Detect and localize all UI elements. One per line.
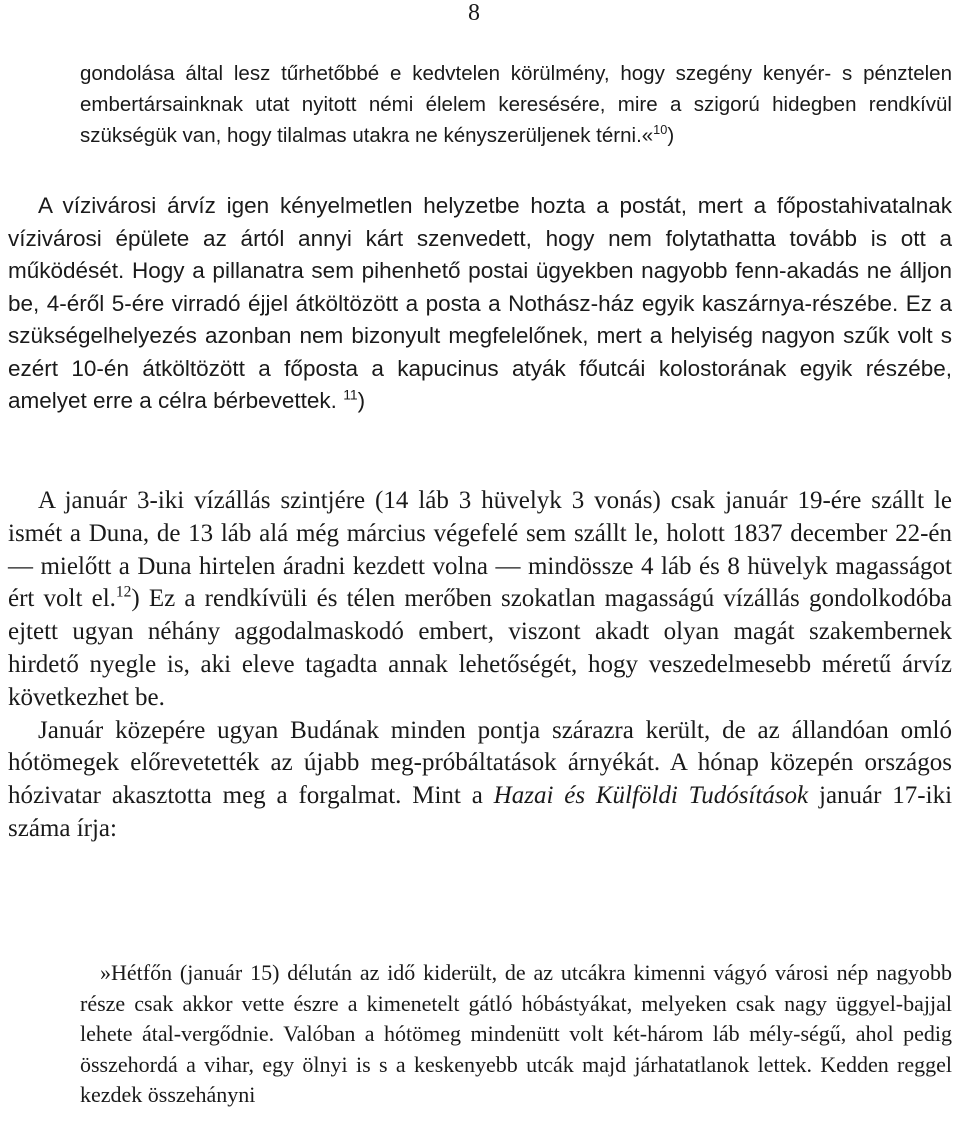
quote-text: gondolása által lesz tűrhetőbbé e kedvtelen körülmény, hogy szegény kenyér- s pénztelen embertársainknak utat nyitott némi élelem keresésére, mire a szigorú hidegben rendkívül szükségük van, hogy tilalmas utakra ne kényszerüljenek térni.«	[80, 62, 952, 147]
quote-block-top	[80, 58, 952, 151]
footnote-close: )	[357, 388, 366, 413]
paragraph-text: Január közepére ugyan Budának minden pontja szárazra került, de az állandóan omló hótömegek előrevetették az újabb meg-próbáltatások árnyékát. A hónap közepén országos hózivatar akasztotta meg a forgalmat. Mint a	[8, 716, 952, 810]
paragraph-text: január 17-iki száma írja:	[8, 782, 953, 842]
footnote-close: )	[667, 124, 675, 147]
footnote-ref: 10	[653, 122, 668, 138]
footnote-ref: 11	[343, 386, 358, 403]
body-section-serif	[8, 485, 952, 846]
paragraph-text: A január 3-iki vízállás szintjére (14 láb 3 hüvelyk 3 vonás) csak január 19-ére szállt le ismét a Duna, de 13 láb alá még március végefelé sem szállt le, holott 1837 december 22-én — mielőtt a Duna hirtelen áradni kezdett volna — mindössze 4 láb és 8 hüvelyk magasságot ért volt el.	[8, 487, 952, 613]
body-section-sans	[8, 190, 952, 418]
page-number: 8	[468, 0, 480, 26]
footnote-ref: 12	[115, 584, 132, 602]
publication-title: Hazai és Külföldi Tudósítások	[493, 782, 809, 810]
paragraph	[8, 190, 952, 418]
paragraph-text: ) Ez a rendkívüli és télen merőben szokatlan magasságú vízállás gondolkodóba ejtett ugyan néhány aggodalmaskodó embert, viszont akadt olyan magát szakembernek hirdető nyegle is, aki eleve tagadta annak lehetőségét, hogy veszedelmesebb méretű árvíz következhet be.	[8, 585, 952, 711]
paragraph-text: A vízivárosi árvíz igen kényelmetlen helyzetbe hozta a postát, mert a főpostahivatalnak vízivárosi épülete az ártól annyi kárt szenvedett, hogy nem folytathatta tovább is ott a működését. Hogy a pillanatra sem pihenhető postai ügyekben nagyobb fenn-akadás ne álljon be, 4-éről 5-ére virradó éjjel átköltözött a posta a Nothász-ház egyik kaszárnya-részébe. Ez a szükségelhelyezés azonban nem bizonyult megfelelőnek, mert a helyiség nagyon szűk volt s ezért 10-én átköltözött a főposta a kapucinus atyák főutcái kolostorának egyik részébe, amelyet erre a célra bérbevettek.	[8, 193, 952, 413]
quote-paragraph	[80, 58, 952, 151]
quote-paragraph: »Hétfőn (január 15) délután az idő kiderült, de az utcákra kimenni vágyó városi nép nagyobb része csak akkor vette észre a kimenetelt gátló hóbástyákat, melyeken csak nagy üggyel-bajjal lehete átal-vergődnie. Valóban a hótömeg mindenütt volt két-három láb mély-ségű, ahol pedig összehordá a vihar, egy ölnyi is s a keskenyebb utcák majd járhatatlanok lettek. Kedden reggel kezdek összehányni	[80, 960, 952, 1108]
paragraph	[8, 485, 952, 715]
paragraph	[8, 715, 952, 846]
quote-block-bottom	[80, 958, 952, 1111]
